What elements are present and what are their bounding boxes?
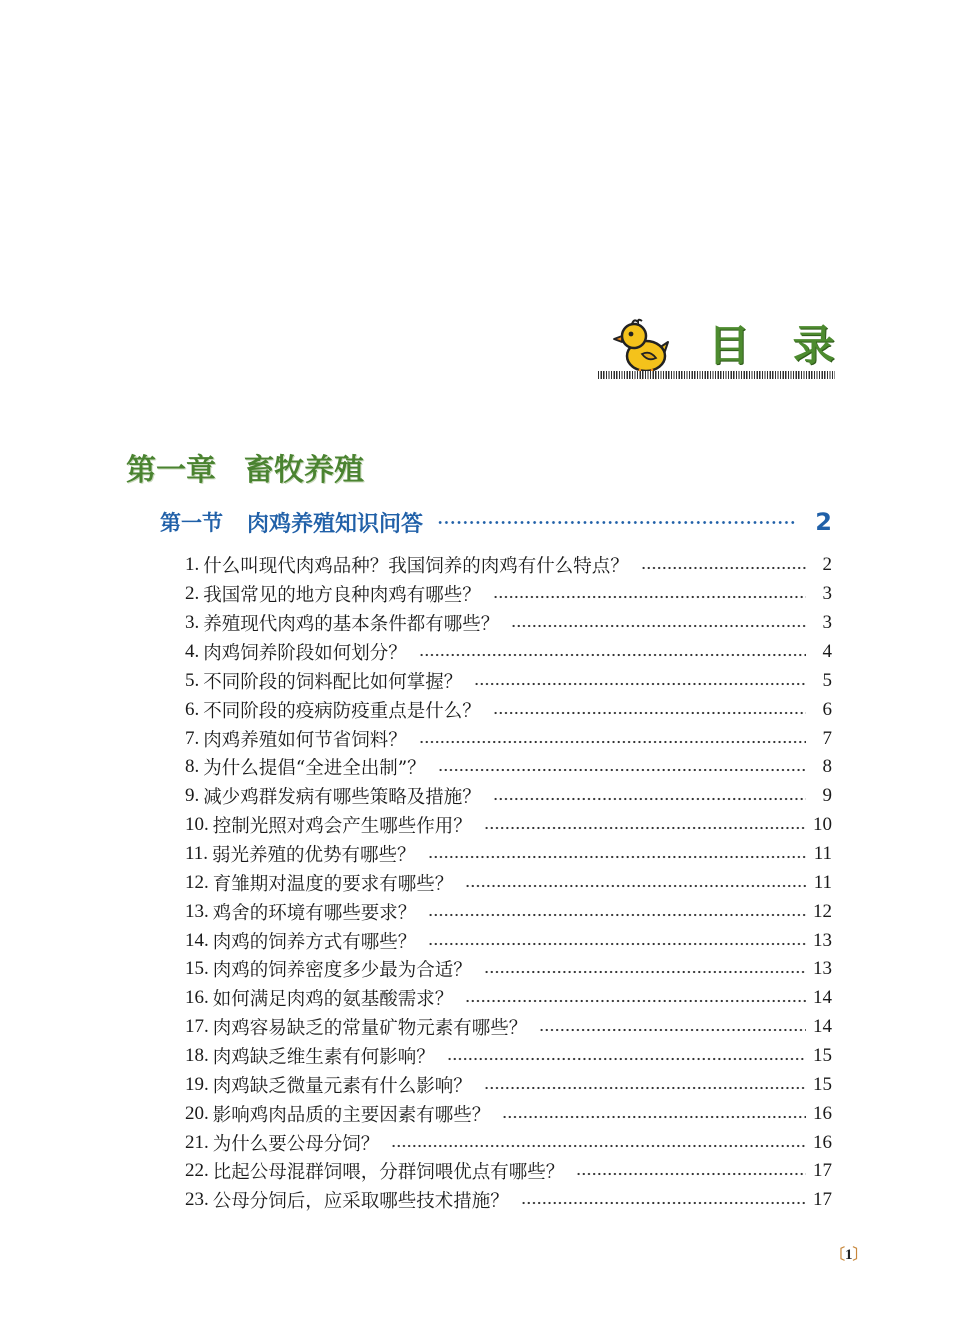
toc-entry[interactable]: [185, 1013, 832, 1042]
entry-title: 肉鸡养殖如何节省饲料？: [203, 729, 407, 751]
title-underline-bar: [598, 371, 835, 379]
entry-title: 什么叫现代肉鸡品种？我国饲养的肉鸡有什么特点？: [203, 556, 629, 578]
entry-page-number: 13: [813, 929, 832, 951]
entry-title: 肉鸡饲养阶段如何划分？: [203, 643, 407, 664]
entry-title: 控制光照对鸡会产生哪些作用？: [212, 816, 472, 838]
entry-number: 8.: [185, 756, 200, 778]
entry-page-number: 11: [813, 871, 832, 893]
entry-page-number: 9: [822, 785, 832, 807]
entry-page-number: 12: [813, 900, 832, 922]
entry-number: 20.: [185, 1102, 209, 1124]
toc-entry[interactable]: [185, 811, 832, 840]
dot-leader: [576, 1172, 806, 1176]
dot-leader: [428, 913, 806, 917]
entry-page-number: 15: [813, 1045, 832, 1067]
entry-number: 6.: [185, 698, 200, 720]
toc-entry[interactable]: [185, 868, 832, 897]
entry-page-number: 17: [813, 1189, 832, 1211]
entry-number: 13.: [185, 900, 209, 922]
dot-leader: [437, 520, 797, 525]
dot-leader: [447, 1057, 806, 1061]
toc-entry[interactable]: [185, 840, 832, 869]
toc-entry[interactable]: [185, 666, 832, 695]
footer-open-bracket: 〔: [830, 1247, 846, 1263]
toc-entry[interactable]: [185, 580, 832, 609]
entry-page-number: 8: [822, 756, 832, 778]
dot-leader: [484, 826, 806, 830]
entry-number: 3.: [185, 612, 200, 634]
chapter-heading[interactable]: [126, 451, 364, 491]
dot-leader: [493, 797, 806, 801]
entry-page-number: 3: [822, 612, 832, 634]
toc-entry[interactable]: [185, 1186, 832, 1215]
dot-leader: [438, 768, 806, 772]
footer-page-number: 1: [845, 1247, 853, 1263]
entry-number: 11.: [185, 843, 209, 865]
entry-title: 减少鸡群发病有哪些策略及措施？: [203, 787, 481, 809]
toc-title: 目 录: [708, 321, 849, 370]
entry-page-number: 11: [813, 843, 832, 865]
entry-title: 我国常见的地方良种肉鸡有哪些？: [203, 585, 481, 607]
dot-leader: [539, 1028, 806, 1032]
dot-leader: [419, 653, 806, 657]
entry-number: 14.: [185, 929, 209, 951]
dot-leader: [484, 1086, 806, 1090]
entry-page-number: 13: [813, 958, 832, 980]
entry-title: 不同阶段的疫病防疫重点是什么？: [203, 700, 481, 722]
toc-entry[interactable]: [185, 695, 832, 724]
entry-page-number: 14: [813, 1016, 832, 1038]
dot-leader: [419, 740, 806, 744]
entry-page-number: 10: [813, 814, 832, 836]
toc-entry[interactable]: [185, 1128, 832, 1157]
entry-number: 19.: [185, 1073, 209, 1095]
entry-number: 16.: [185, 987, 209, 1009]
toc-entry[interactable]: [185, 1099, 832, 1128]
toc-entry[interactable]: [185, 926, 832, 955]
toc-entry[interactable]: [185, 1070, 832, 1099]
dot-leader: [493, 595, 806, 599]
toc-entry[interactable]: [185, 782, 832, 811]
toc-entry[interactable]: [185, 955, 832, 984]
entry-title: 不同阶段的饲料配比如何掌握？: [203, 671, 463, 693]
entry-number: 9.: [185, 785, 200, 807]
entry-title: 养殖现代肉鸡的基本条件都有哪些？: [203, 614, 500, 636]
dot-leader: [428, 942, 806, 946]
entry-number: 22.: [185, 1160, 209, 1182]
entry-title: 为什么要公母分饲？: [212, 1133, 380, 1155]
dot-leader: [465, 999, 806, 1003]
entry-title: 为什么提倡“全进全出制”？: [203, 758, 426, 780]
dot-leader: [502, 1115, 806, 1119]
dot-leader: [391, 1144, 806, 1148]
entry-number: 1.: [185, 554, 200, 576]
entry-number: 12.: [185, 871, 209, 893]
dot-leader: [465, 884, 806, 888]
toc-entry[interactable]: [185, 1157, 832, 1186]
toc-entry-list: [185, 551, 832, 1215]
entry-title: 育雏期对温度的要求有哪些？: [212, 873, 454, 895]
entry-number: 15.: [185, 958, 209, 980]
entry-title: 肉鸡的饲养方式有哪些？: [212, 931, 417, 953]
section-heading[interactable]: [160, 507, 832, 537]
entry-title: 肉鸡的饲养密度多少最为合适？: [212, 960, 472, 982]
entry-title: 肉鸡缺乏维生素有何影响？: [212, 1047, 435, 1069]
entry-page-number: 6: [822, 698, 832, 720]
toc-entry[interactable]: [185, 984, 832, 1013]
entry-number: 21.: [185, 1131, 209, 1153]
entry-page-number: 14: [813, 987, 832, 1009]
entry-number: 7.: [185, 727, 200, 749]
entry-title: 比起公母混群饲喂，分群饲喂优点有哪些？: [212, 1162, 565, 1184]
entry-page-number: 2: [822, 554, 832, 576]
toc-entry[interactable]: [185, 724, 832, 753]
entry-number: 18.: [185, 1045, 209, 1067]
entry-title: 影响鸡肉品质的主要因素有哪些？: [212, 1104, 491, 1126]
section-label: 第一节: [160, 511, 223, 535]
entry-page-number: 16: [813, 1102, 832, 1124]
entry-number: 5.: [185, 669, 200, 691]
entry-page-number: 15: [813, 1073, 832, 1095]
entry-number: 23.: [185, 1189, 209, 1211]
toc-entry[interactable]: [185, 551, 832, 580]
section-title: 肉鸡养殖知识问答: [247, 511, 424, 537]
footer-close-bracket: 〕: [852, 1247, 868, 1263]
entry-number: 2.: [185, 583, 200, 605]
entry-title: 肉鸡缺乏微量元素有什么影响？: [212, 1075, 472, 1097]
entry-title: 公母分饲后，应采取哪些技术措施？: [212, 1191, 509, 1213]
entry-number: 10.: [185, 814, 209, 836]
entry-page-number: 5: [822, 669, 832, 691]
dot-leader: [493, 711, 806, 715]
entry-title: 弱光养殖的优势有哪些？: [212, 845, 416, 867]
page-number-footer: [830, 1243, 868, 1264]
toc-entry[interactable]: [185, 638, 832, 667]
dot-leader: [428, 855, 806, 859]
entry-page-number: 17: [813, 1160, 832, 1182]
toc-entry[interactable]: [185, 753, 832, 782]
toc-entry[interactable]: [185, 897, 832, 926]
section-page-number: 2: [815, 508, 832, 536]
toc-entry[interactable]: [185, 609, 832, 638]
entry-page-number: 7: [822, 727, 832, 749]
entry-page-number: 3: [822, 583, 832, 605]
entry-number: 4.: [185, 641, 200, 662]
entry-title: 肉鸡容易缺乏的常量矿物元素有哪些？: [212, 1018, 528, 1040]
chapter-label: 第一章: [126, 453, 216, 488]
entry-page-number: 4: [822, 641, 832, 662]
entry-title: 如何满足肉鸡的氨基酸需求？: [212, 989, 454, 1011]
dot-leader: [641, 566, 806, 570]
dot-leader: [521, 1201, 806, 1205]
toc-entry[interactable]: [185, 1042, 832, 1071]
entry-page-number: 16: [813, 1131, 832, 1153]
chapter-title: 畜牧养殖: [244, 453, 364, 488]
entry-title: 鸡舍的环境有哪些要求？: [212, 902, 417, 924]
dot-leader: [474, 682, 806, 686]
dot-leader: [511, 624, 806, 628]
entry-number: 17.: [185, 1016, 209, 1038]
dot-leader: [484, 970, 806, 974]
